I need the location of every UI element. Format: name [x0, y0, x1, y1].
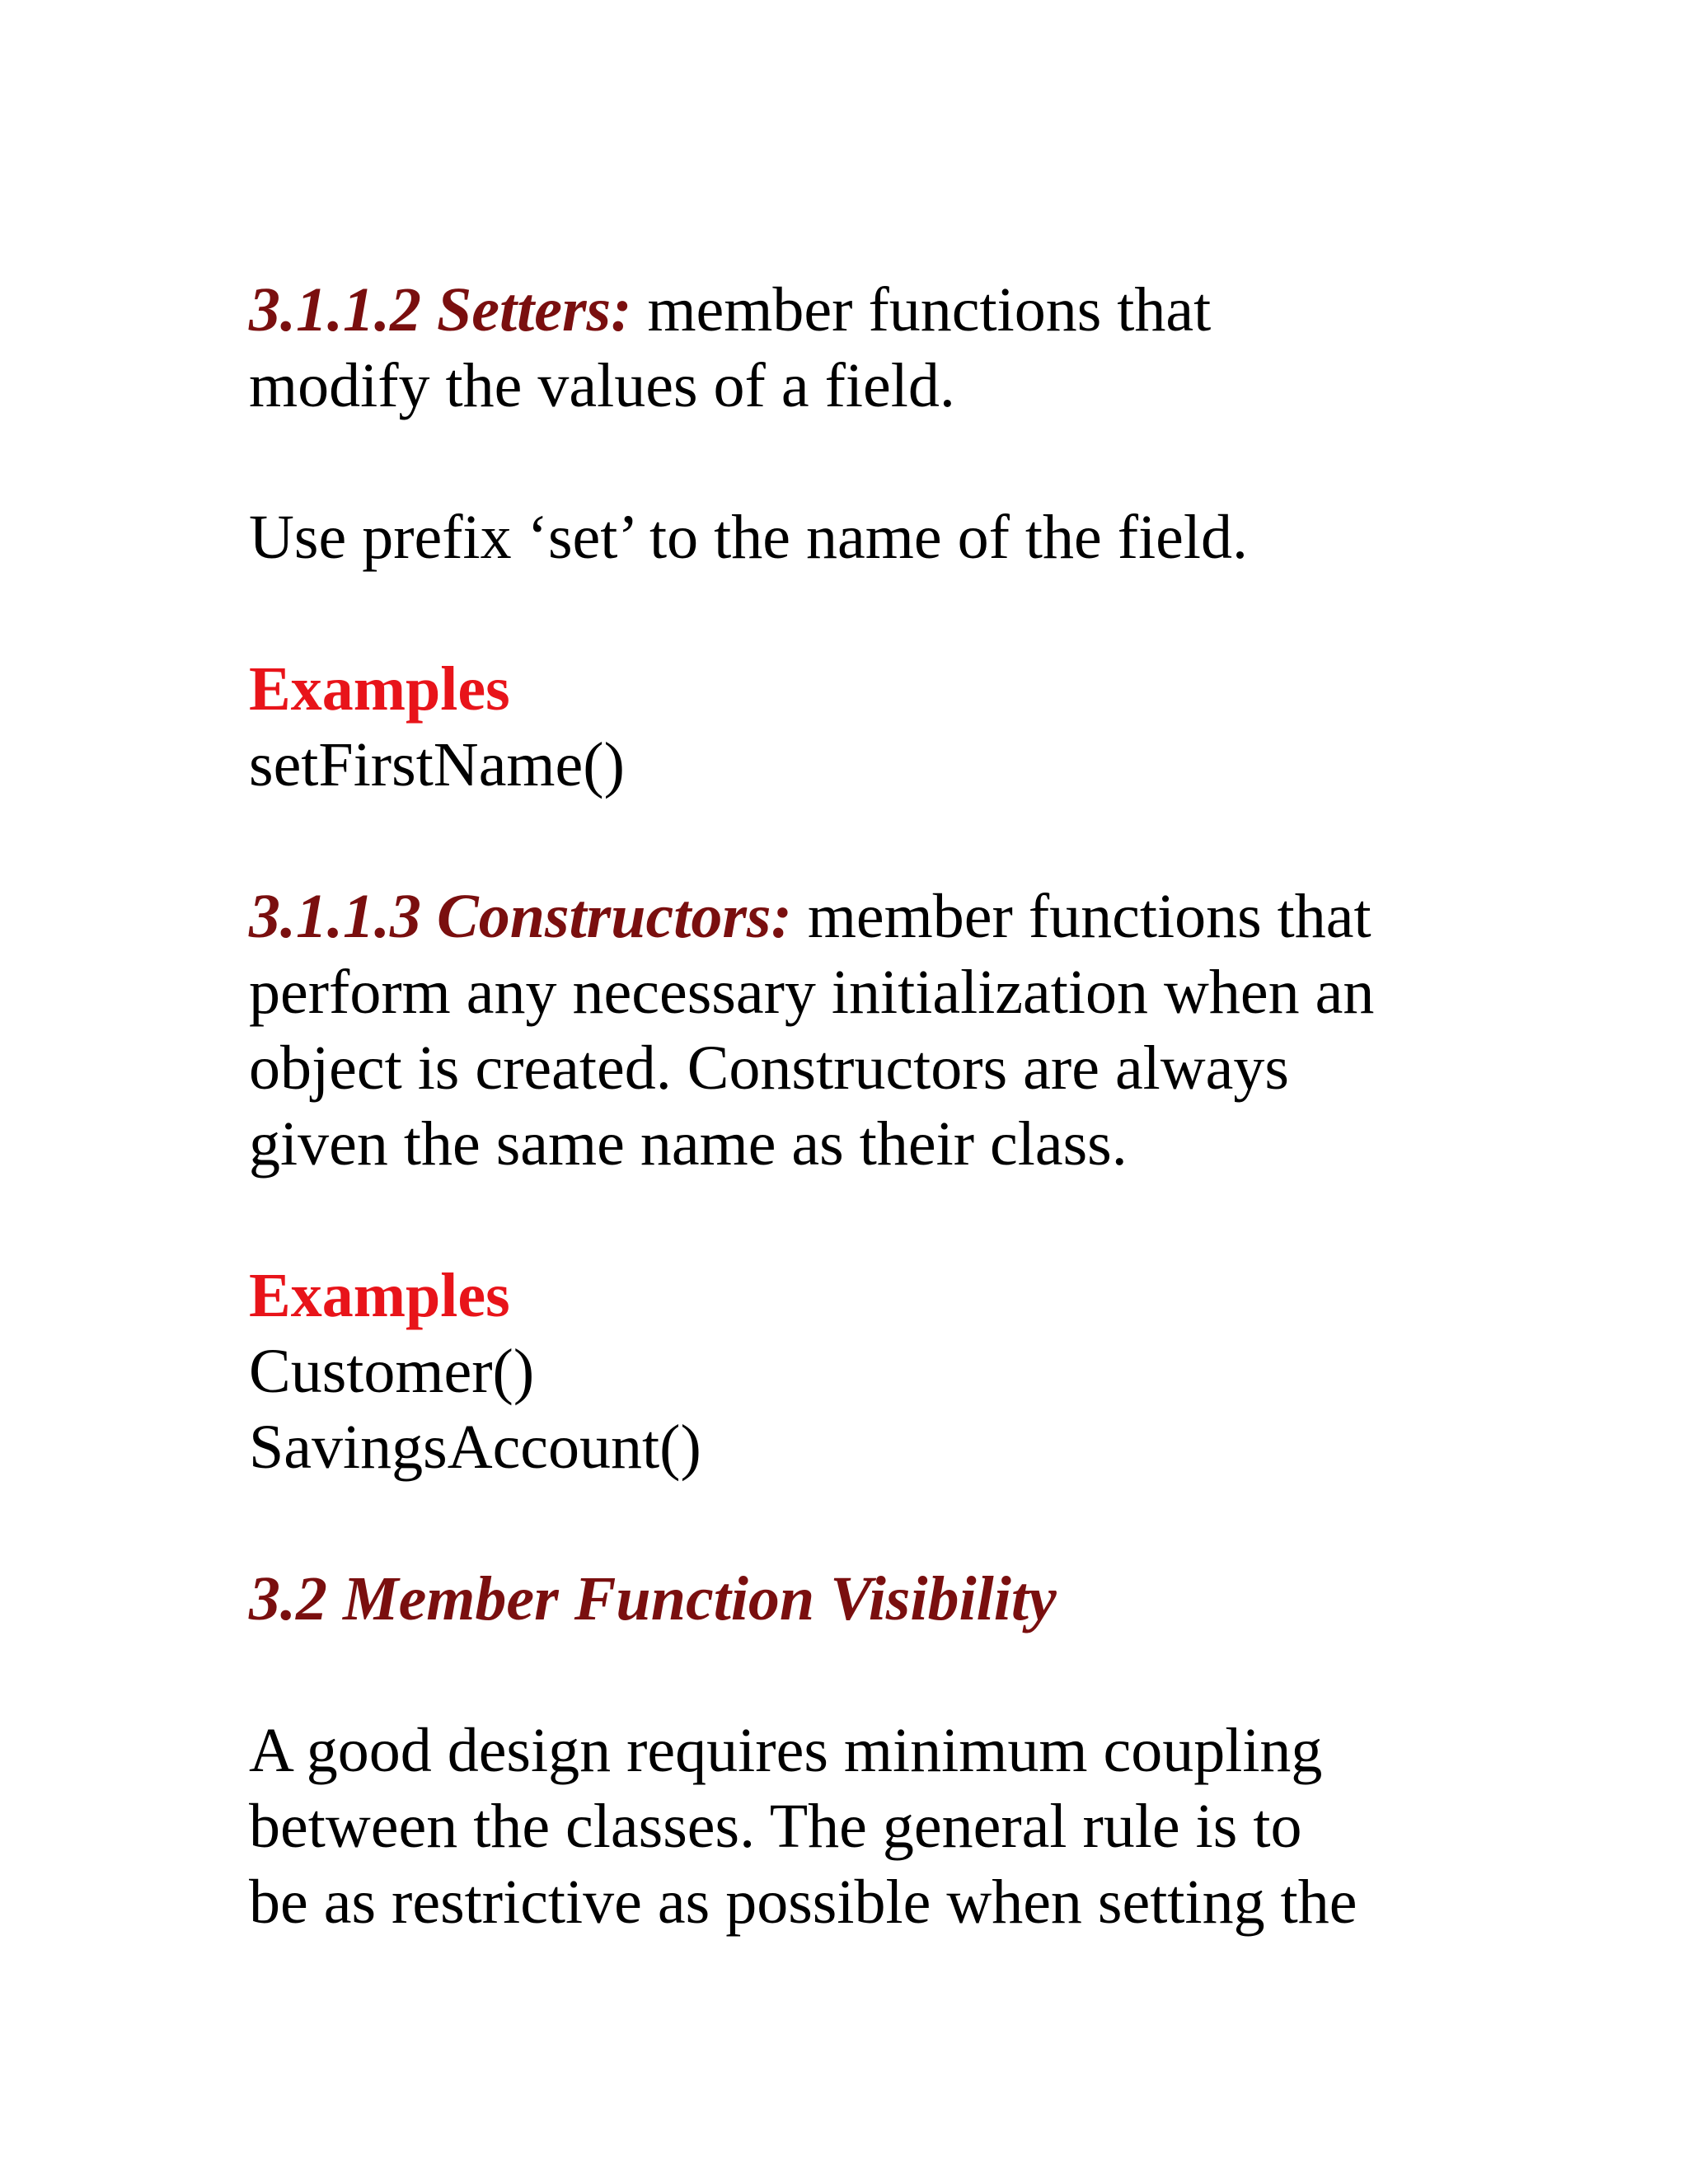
constructors-line-1-text: member functions that: [791, 882, 1372, 951]
spacer: [249, 575, 1485, 651]
constructors-paragraph: [249, 879, 1485, 1182]
setters-paragraph: [249, 272, 1485, 424]
setters-examples: [249, 651, 1485, 803]
constructors-heading: 3.1.1.3 Constructors:: [249, 882, 792, 951]
visibility-heading-paragraph: [249, 1561, 1485, 1637]
setters-line-1-text: member functions that: [631, 275, 1212, 344]
constructors-line-4: given the same name as their class.: [249, 1109, 1128, 1179]
setters-prefix-paragraph: [249, 499, 1485, 575]
constructors-line-1: [249, 879, 1485, 954]
visibility-line-3: be as restrictive as possible when setting the: [249, 1868, 1357, 1937]
constructors-example-item: Customer(): [249, 1337, 535, 1406]
setters-heading: 3.1.1.2 Setters:: [249, 275, 632, 344]
constructors-line-3: object is created. Constructors are always: [249, 1033, 1289, 1103]
setters-prefix-text: Use prefix ‘set’ to the name of the field.: [249, 503, 1249, 572]
spacer: [249, 803, 1485, 879]
visibility-heading: 3.2 Member Function Visibility: [249, 1564, 1057, 1633]
visibility-line-2: between the classes. The general rule is to: [249, 1792, 1302, 1861]
setters-line-1: [249, 272, 1485, 348]
spacer: [249, 1485, 1485, 1561]
constructors-examples: [249, 1258, 1485, 1485]
visibility-paragraph: [249, 1713, 1485, 1940]
constructors-examples-label: Examples: [249, 1261, 510, 1330]
setters-example-item: setFirstName(): [249, 730, 625, 799]
spacer: [249, 424, 1485, 499]
constructors-line-2: perform any necessary initialization when an: [249, 958, 1375, 1027]
spacer: [249, 1182, 1485, 1258]
setters-line-2: modify the values of a field.: [249, 351, 955, 420]
spacer: [249, 1637, 1485, 1713]
page-content: [249, 272, 1485, 1940]
constructors-example-item: SavingsAccount(): [249, 1413, 701, 1482]
setters-examples-label: Examples: [249, 654, 510, 724]
visibility-line-1: A good design requires minimum coupling: [249, 1716, 1323, 1785]
